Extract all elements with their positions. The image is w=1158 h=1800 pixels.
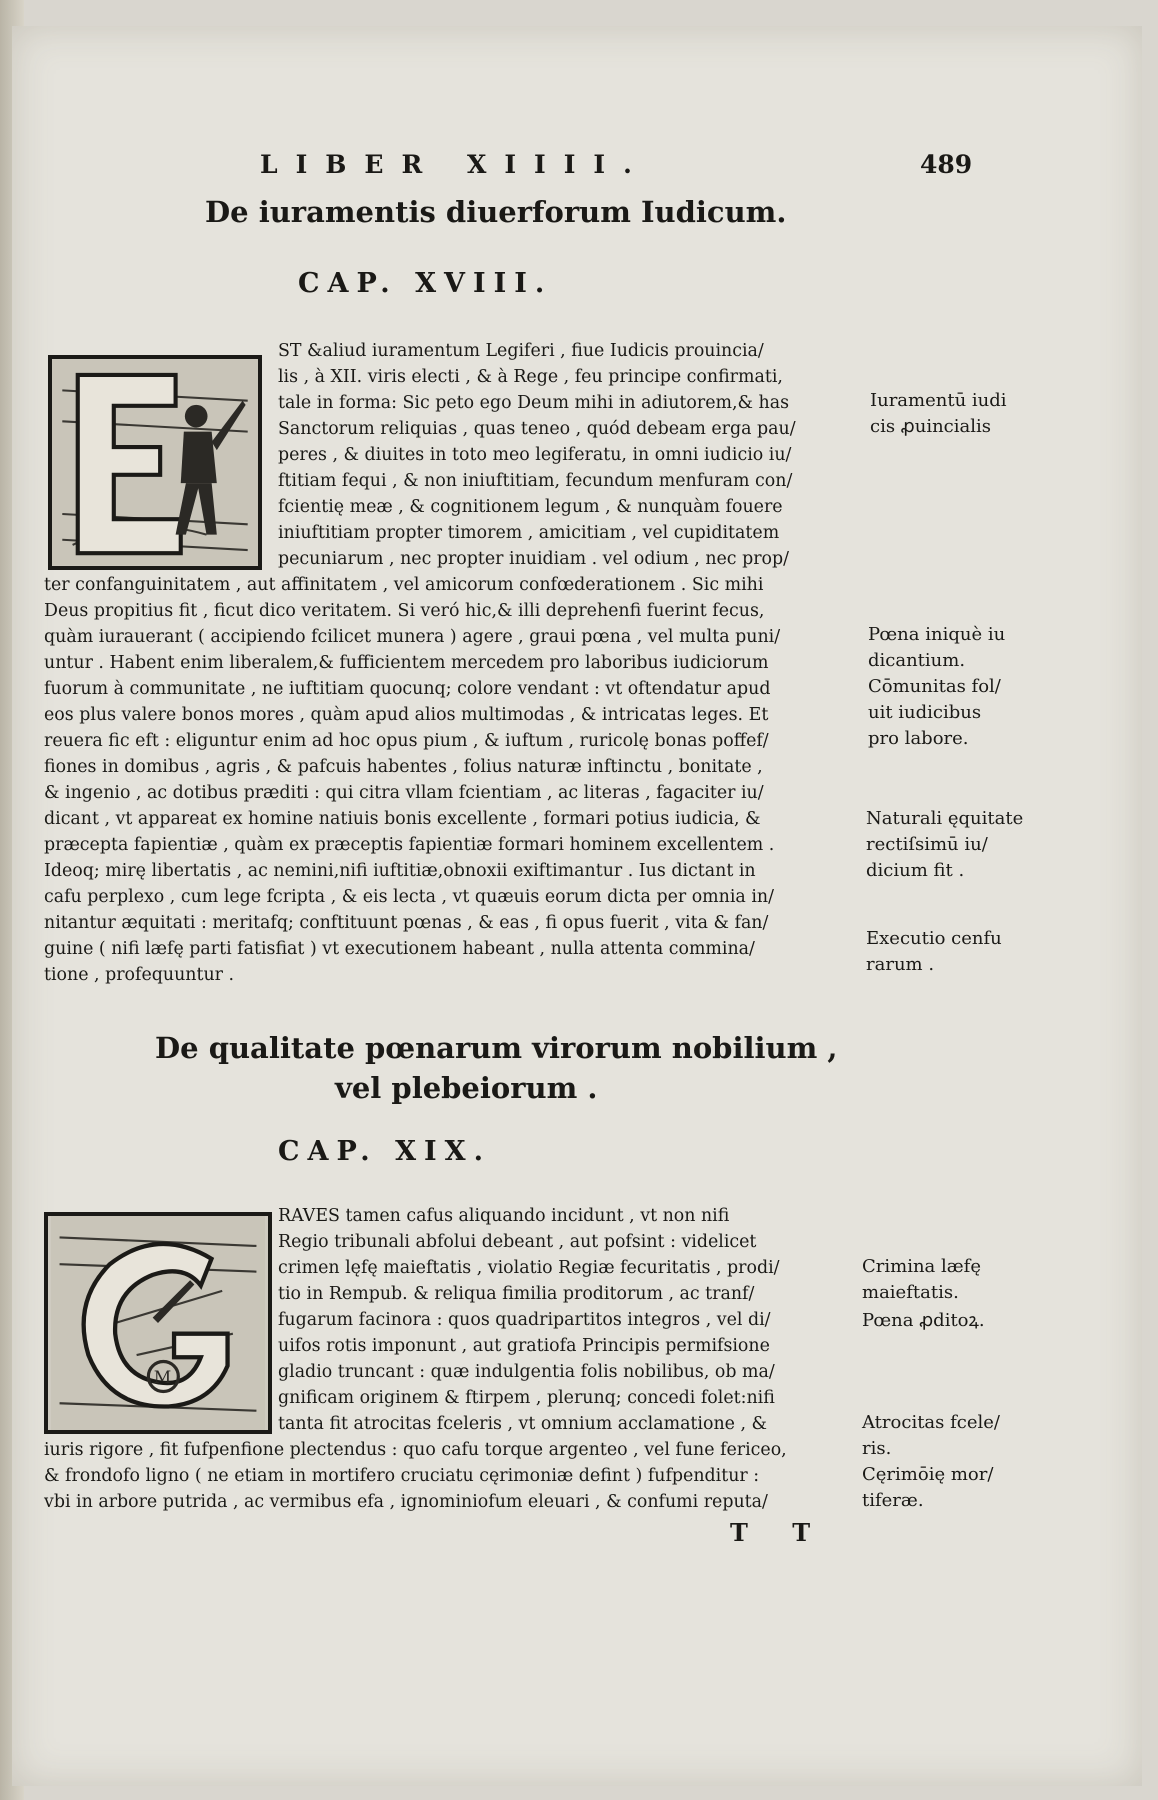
text-line: fiones in domibus , agris , & pafcuis habentes , folius naturæ inftinctu , bonitate ,	[44, 757, 763, 777]
text-line: vbi in arbore putrida , ac vermibus efa , ignominiofum eleuari , & confumi reputa/	[44, 1492, 768, 1512]
text-line: RAVES tamen cafus aliquando incidunt , vt non nifi	[278, 1206, 730, 1226]
marginal-note-line: pro labore.	[868, 728, 969, 749]
text-line: fcientię meæ , & cognitionem legum , & nunquàm fouere	[278, 497, 783, 517]
text-line: gnificam originem & ftirpem , plerunq; concedi folet:nifi	[278, 1388, 775, 1408]
text-line: lis , à XII. viris electi , & à Rege , feu principe confirmati,	[278, 367, 783, 387]
running-head: LIBER XIIII.	[260, 150, 650, 179]
text-line: & ingenio , ac dotibus præditi : qui citra vllam fcientiam , ac literas , fagaciter iu/	[44, 783, 764, 803]
text-line: reuera fic eft : eliguntur enim ad hoc opus pium , & iuftum , ruricolę bonas poffef/	[44, 731, 769, 751]
marginal-note-line: Atrocitas fcele/	[862, 1412, 1000, 1433]
text-line: quàm iurauerant ( accipiendo fcilicet munera ) agere , graui pœna , vel multa puni/	[44, 627, 781, 647]
text-line: dicant , vt appareat ex homine natiuis bonis excellente , formari potius iudicia, &	[44, 809, 761, 829]
page-number: 489	[920, 150, 973, 179]
text-line: tione , profequuntur .	[44, 965, 235, 985]
marginal-note	[866, 806, 1023, 884]
chapter-19-heading: CAP. XIX.	[278, 1136, 491, 1167]
text-line: & frondofo ligno ( ne etiam in mortifero cruciatu cęrimoniæ defint ) fufpenditur :	[44, 1466, 760, 1486]
text-line: eos plus valere bonos mores , quàm apud alios multimodas , & intricatas leges. Et	[44, 705, 769, 725]
chapter-18-title: De iuramentis diuerforum Iudicum.	[205, 195, 787, 229]
chapter-19-text-indented	[278, 1203, 780, 1437]
text-line: peres , & diuites in toto meo legiferatu, in omni iudicio iu/	[278, 445, 792, 465]
marginal-note	[862, 1254, 981, 1306]
marginal-note-line: Executio cenfu	[866, 928, 1002, 949]
chapter-19-title-line-2: vel plebeiorum .	[335, 1071, 598, 1105]
marginal-note	[862, 1462, 993, 1514]
text-line: cafu perplexo , cum lege fcripta , & eis lecta , vt quæuis eorum dicta per omnia in/	[44, 887, 774, 907]
chapter-18-text-indented	[278, 338, 796, 572]
marginal-note-line: dicantium.	[868, 650, 966, 671]
text-line: guine ( nifi læfę parti fatisfiat ) vt executionem habeant , nulla attenta commina/	[44, 939, 755, 959]
svg-text:M: M	[153, 1367, 172, 1388]
text-line: tale in forma: Sic peto ego Deum mihi in adiutorem,& has	[278, 393, 790, 413]
woodcut-initial-e-image	[52, 359, 258, 566]
text-line: fugarum facinora : quos quadripartitos integros , vel di/	[278, 1310, 771, 1330]
marginal-note	[870, 388, 1007, 440]
text-line: gladio truncant : quæ indulgentia folis nobilibus, ob ma/	[278, 1362, 775, 1382]
marginal-note-line: tiferæ.	[862, 1490, 924, 1511]
woodcut-initial-e	[48, 355, 262, 570]
marginal-note	[862, 1308, 985, 1334]
marginal-note-line: dicium fit .	[866, 860, 965, 881]
text-line: Deus propitius fit , ficut dico veritatem. Si veró hic,& illi deprehenfi fuerint fecus,	[44, 601, 765, 621]
chapter-19-text-full	[44, 1437, 787, 1515]
text-line: iuris rigore , fit fufpenfione plectendus : quo cafu torque argenteo , vel fune fericeo,	[44, 1440, 787, 1460]
text-line: pecuniarum , nec propter inuidiam . vel odium , nec prop/	[278, 549, 789, 569]
marginal-note-line: Cęrimōię mor/	[862, 1464, 994, 1485]
catchword: T T	[730, 1518, 829, 1547]
marginal-note-line: cis ꝓuincialis	[870, 416, 991, 437]
marginal-note-line: Naturali ęquitate	[866, 808, 1024, 829]
text-line: untur . Habent enim liberalem,& fufficientem mercedem pro laboribus iudiciorum	[44, 653, 769, 673]
marginal-note-line: Cōmunitas fol/	[868, 676, 1001, 697]
marginal-note	[862, 1410, 1000, 1462]
marginal-note-line: Pœna iniquè iu	[868, 624, 1006, 645]
chapter-19-title-line-1: De qualitate pœnarum virorum nobilium ,	[155, 1031, 838, 1065]
text-line: iniuftitiam propter timorem , amicitiam , vel cupiditatem	[278, 523, 780, 543]
text-line: Ideoq; mirę libertatis , ac nemini,nifi iuftitiæ,obnoxii exiftimantur . Ius dictant in	[44, 861, 756, 881]
marginal-note-line: ris.	[862, 1438, 892, 1459]
text-line: Regio tribunali abfolui debeant , aut pofsint : videlicet	[278, 1232, 757, 1252]
woodcut-initial-g	[44, 1212, 272, 1434]
marginal-note-line: Pœna ꝓditoꝝ.	[862, 1310, 985, 1331]
marginal-note-line: rarum .	[866, 954, 935, 975]
text-line: crimen lęfę maieftatis , violatio Regiæ fecuritatis , prodi/	[278, 1258, 780, 1278]
text-line: ter confanguinitatem , aut affinitatem , vel amicorum confœderationem . Sic mihi	[44, 575, 764, 595]
marginal-note	[868, 622, 1005, 752]
marginal-note-line: uit iudicibus	[868, 702, 982, 723]
text-line: uifos rotis imponunt , aut gratiofa Principis permifsione	[278, 1336, 770, 1356]
text-line: ftitiam fequi , & non iniuftitiam, fecundum menfuram con/	[278, 471, 793, 491]
text-line: ST &aliud iuramentum Legiferi , fiue Iudicis prouincia/	[278, 341, 764, 361]
woodcut-initial-g-image	[48, 1216, 268, 1430]
chapter-19-title	[155, 1028, 837, 1108]
text-line: tanta fit atrocitas fceleris , vt omnium acclamatione , &	[278, 1414, 768, 1434]
text-line: tio in Rempub. & reliqua fimilia proditorum , ac tranf/	[278, 1284, 755, 1304]
marginal-note-line: Crimina læfę	[862, 1256, 981, 1277]
text-line: fuorum à communitate , ne iuftitiam quocunq; colore vendant : vt oftendatur apud	[44, 679, 771, 699]
marginal-note-line: rectiſsimū iu/	[866, 834, 988, 855]
text-line: Sanctorum reliquias , quas teneo , quód debeam erga pau/	[278, 419, 796, 439]
chapter-18-text-full	[44, 572, 780, 988]
marginal-note-line: Iuramentū iudi	[870, 390, 1007, 411]
marginal-note-line: maieftatis.	[862, 1282, 959, 1303]
text-line: nitantur æquitati : meritafq; conftituunt pœnas , & eas , fi opus fuerit , vita & fan/	[44, 913, 769, 933]
marginal-note	[866, 926, 1002, 978]
text-line: præcepta fapientiæ , quàm ex præceptis fapientiæ formari hominem excellentem .	[44, 835, 775, 855]
chapter-18-heading: CAP. XVIII.	[298, 268, 553, 299]
